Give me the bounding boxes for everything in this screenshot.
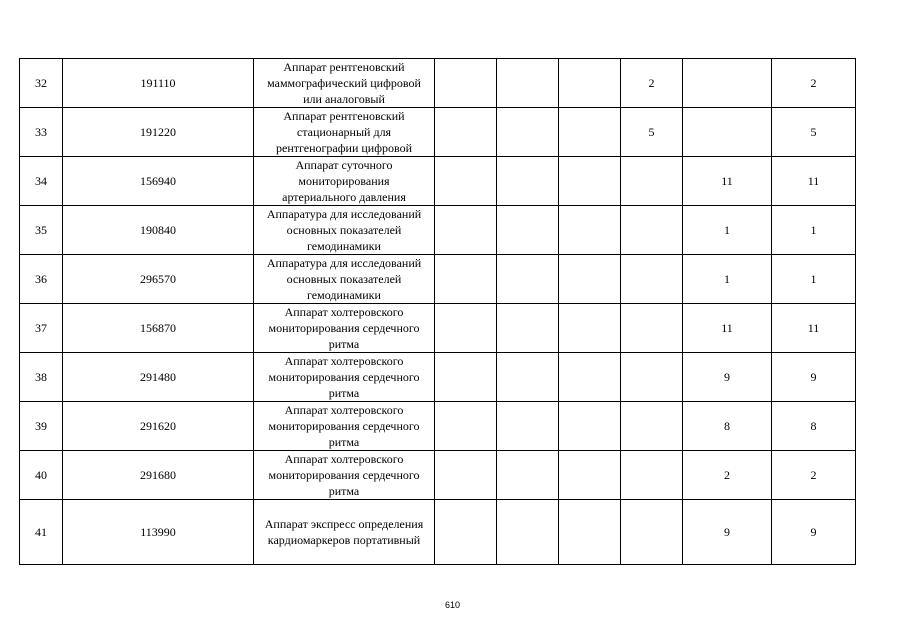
total-cell: 2 [772, 59, 856, 108]
column-5-cell [497, 255, 559, 304]
column-4-cell [435, 59, 497, 108]
equipment-name: Аппарат холтеровского мониторирования сердечного ритма [254, 402, 435, 451]
row-number: 39 [20, 402, 63, 451]
table-row [20, 402, 856, 451]
column-4-cell [435, 451, 497, 500]
equipment-name: Аппарат рентгеновский маммографический цифровой или аналоговый [254, 59, 435, 108]
equipment-code: 191110 [63, 59, 254, 108]
equipment-name: Аппарат холтеровского мониторирования сердечного ритма [254, 451, 435, 500]
column-6-cell [559, 500, 621, 565]
column-8-cell: 1 [683, 255, 772, 304]
column-8-cell: 1 [683, 206, 772, 255]
table-row [20, 255, 856, 304]
equipment-code: 296570 [63, 255, 254, 304]
column-6-cell [559, 206, 621, 255]
column-5-cell [497, 402, 559, 451]
table-row [20, 108, 856, 157]
column-7-cell [621, 157, 683, 206]
row-number: 40 [20, 451, 63, 500]
equipment-name: Аппарат рентгеновский стационарный для рентгенографии цифровой [254, 108, 435, 157]
column-5-cell [497, 353, 559, 402]
column-6-cell [559, 402, 621, 451]
row-number: 33 [20, 108, 63, 157]
column-7-cell [621, 451, 683, 500]
table-row [20, 206, 856, 255]
column-6-cell [559, 157, 621, 206]
row-number: 41 [20, 500, 63, 565]
equipment-name: Аппаратура для исследований основных показателей гемодинамики [254, 255, 435, 304]
column-4-cell [435, 500, 497, 565]
column-6-cell [559, 353, 621, 402]
row-number: 35 [20, 206, 63, 255]
equipment-name: Аппаратура для исследований основных показателей гемодинамики [254, 206, 435, 255]
column-4-cell [435, 353, 497, 402]
column-4-cell [435, 255, 497, 304]
column-8-cell [683, 59, 772, 108]
column-5-cell [497, 451, 559, 500]
column-6-cell [559, 255, 621, 304]
total-cell: 1 [772, 206, 856, 255]
column-8-cell: 11 [683, 304, 772, 353]
equipment-code: 190840 [63, 206, 254, 255]
equipment-table [19, 58, 856, 565]
table-row [20, 304, 856, 353]
row-number: 36 [20, 255, 63, 304]
equipment-code: 291620 [63, 402, 254, 451]
column-6-cell [559, 59, 621, 108]
total-cell: 1 [772, 255, 856, 304]
column-4-cell [435, 304, 497, 353]
row-number: 37 [20, 304, 63, 353]
row-number: 38 [20, 353, 63, 402]
column-5-cell [497, 206, 559, 255]
equipment-name: Аппарат холтеровского мониторирования сердечного ритма [254, 353, 435, 402]
total-cell: 11 [772, 157, 856, 206]
column-7-cell: 5 [621, 108, 683, 157]
column-7-cell [621, 304, 683, 353]
column-8-cell: 9 [683, 353, 772, 402]
table-row [20, 353, 856, 402]
column-4-cell [435, 402, 497, 451]
column-7-cell [621, 402, 683, 451]
column-7-cell [621, 206, 683, 255]
total-cell: 2 [772, 451, 856, 500]
equipment-code: 191220 [63, 108, 254, 157]
total-cell: 9 [772, 500, 856, 565]
column-5-cell [497, 500, 559, 565]
column-6-cell [559, 304, 621, 353]
table-row [20, 500, 856, 565]
equipment-code: 156870 [63, 304, 254, 353]
equipment-code: 113990 [63, 500, 254, 565]
page-number: 610 [444, 600, 461, 610]
column-5-cell [497, 157, 559, 206]
equipment-code: 156940 [63, 157, 254, 206]
column-5-cell [497, 304, 559, 353]
column-6-cell [559, 451, 621, 500]
row-number: 32 [20, 59, 63, 108]
column-8-cell: 9 [683, 500, 772, 565]
column-8-cell: 8 [683, 402, 772, 451]
row-number: 34 [20, 157, 63, 206]
equipment-code: 291680 [63, 451, 254, 500]
column-8-cell: 11 [683, 157, 772, 206]
column-7-cell [621, 500, 683, 565]
total-cell: 8 [772, 402, 856, 451]
equipment-name: Аппарат суточного мониторирования артериального давления [254, 157, 435, 206]
table-row [20, 59, 856, 108]
column-4-cell [435, 157, 497, 206]
table-row [20, 451, 856, 500]
column-4-cell [435, 108, 497, 157]
column-5-cell [497, 108, 559, 157]
column-8-cell [683, 108, 772, 157]
equipment-name: Аппарат холтеровского мониторирования сердечного ритма [254, 304, 435, 353]
total-cell: 9 [772, 353, 856, 402]
column-5-cell [497, 59, 559, 108]
column-7-cell: 2 [621, 59, 683, 108]
total-cell: 11 [772, 304, 856, 353]
column-4-cell [435, 206, 497, 255]
column-6-cell [559, 108, 621, 157]
equipment-name: Аппарат экспресс определения кардиомаркеров портативный [254, 500, 435, 565]
table-row [20, 157, 856, 206]
column-7-cell [621, 353, 683, 402]
equipment-code: 291480 [63, 353, 254, 402]
total-cell: 5 [772, 108, 856, 157]
column-8-cell: 2 [683, 451, 772, 500]
column-7-cell [621, 255, 683, 304]
